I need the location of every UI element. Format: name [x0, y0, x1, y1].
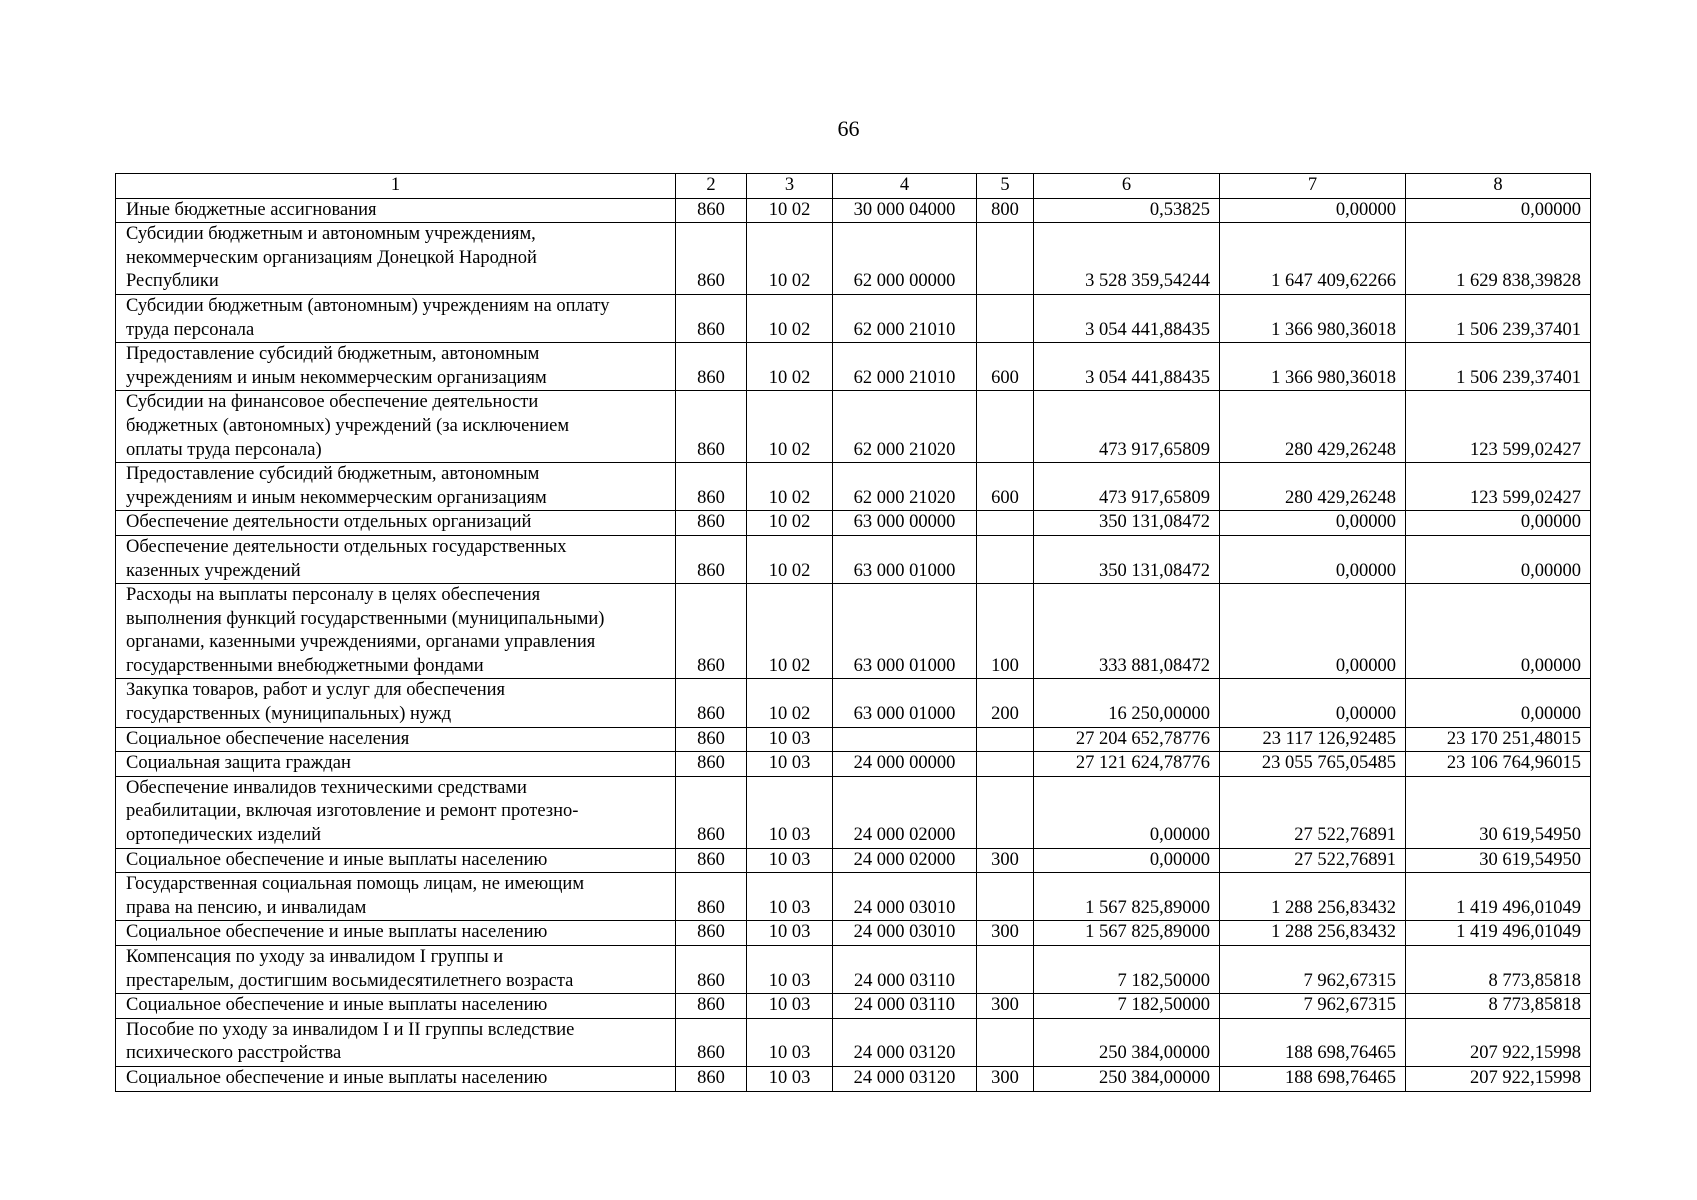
amount-col6-cell: 473 917,65809 — [1034, 463, 1220, 511]
amount-col6-cell: 0,53825 — [1034, 198, 1220, 223]
expense-type-cell: 300 — [977, 1066, 1034, 1091]
amount-col6-cell: 473 917,65809 — [1034, 391, 1220, 463]
ved-code-cell: 860 — [676, 776, 747, 848]
row-name-cell: Обеспечение деятельности отдельных государственных казенных учреждений — [116, 535, 676, 583]
amount-col6-cell: 0,00000 — [1034, 776, 1220, 848]
amount-col7-cell: 23 117 126,92485 — [1220, 727, 1406, 752]
row-name-cell: Субсидии бюджетным и автономным учреждениям, некоммерческим организациям Донецкой Народной Республики — [116, 223, 676, 295]
expense-type-cell: 300 — [977, 994, 1034, 1019]
amount-col6-cell: 3 054 441,88435 — [1034, 294, 1220, 342]
amount-col8-cell: 0,00000 — [1406, 584, 1591, 679]
page-number: 66 — [837, 116, 860, 141]
ved-code-cell: 860 — [676, 921, 747, 946]
target-article-cell: 24 000 03010 — [833, 921, 977, 946]
table-row — [116, 1018, 1591, 1066]
table-row — [116, 535, 1591, 583]
ved-code-cell: 860 — [676, 535, 747, 583]
amount-col7-cell: 1 366 980,36018 — [1220, 294, 1406, 342]
column-number: 1 — [116, 174, 676, 199]
table-row — [116, 946, 1591, 994]
ved-code-cell: 860 — [676, 198, 747, 223]
target-article-cell: 62 000 21010 — [833, 343, 977, 391]
amount-col8-cell: 8 773,85818 — [1406, 946, 1591, 994]
target-article-cell: 24 000 03110 — [833, 994, 977, 1019]
expense-type-cell — [977, 873, 1034, 921]
amount-col7-cell: 188 698,76465 — [1220, 1018, 1406, 1066]
table-row — [116, 511, 1591, 536]
amount-col8-cell: 0,00000 — [1406, 198, 1591, 223]
amount-col8-cell: 0,00000 — [1406, 679, 1591, 727]
ved-code-cell: 860 — [676, 727, 747, 752]
table-row — [116, 463, 1591, 511]
amount-col6-cell: 333 881,08472 — [1034, 584, 1220, 679]
target-article-cell: 63 000 01000 — [833, 535, 977, 583]
amount-col8-cell: 207 922,15998 — [1406, 1018, 1591, 1066]
amount-col7-cell: 1 647 409,62266 — [1220, 223, 1406, 295]
table-row — [116, 584, 1591, 679]
row-name-cell: Субсидии на финансовое обеспечение деятельности бюджетных (автономных) учреждений (за исключением оплаты труда персонала) — [116, 391, 676, 463]
amount-col7-cell: 0,00000 — [1220, 535, 1406, 583]
target-article-cell: 24 000 02000 — [833, 776, 977, 848]
target-article-cell — [833, 727, 977, 752]
table-row — [116, 752, 1591, 777]
expense-type-cell — [977, 1018, 1034, 1066]
column-number: 2 — [676, 174, 747, 199]
amount-col7-cell: 0,00000 — [1220, 198, 1406, 223]
section-code-cell: 10 02 — [747, 463, 833, 511]
amount-col7-cell: 1 288 256,83432 — [1220, 873, 1406, 921]
amount-col6-cell: 7 182,50000 — [1034, 946, 1220, 994]
amount-col6-cell: 250 384,00000 — [1034, 1018, 1220, 1066]
row-name-cell: Социальная защита граждан — [116, 752, 676, 777]
amount-col7-cell: 0,00000 — [1220, 511, 1406, 536]
target-article-cell: 62 000 21020 — [833, 391, 977, 463]
section-code-cell: 10 02 — [747, 535, 833, 583]
amount-col8-cell: 1 419 496,01049 — [1406, 921, 1591, 946]
section-code-cell: 10 03 — [747, 946, 833, 994]
section-code-cell: 10 03 — [747, 1018, 833, 1066]
ved-code-cell: 860 — [676, 294, 747, 342]
ved-code-cell: 860 — [676, 391, 747, 463]
target-article-cell: 24 000 03120 — [833, 1066, 977, 1091]
amount-col7-cell: 280 429,26248 — [1220, 463, 1406, 511]
amount-col6-cell: 350 131,08472 — [1034, 511, 1220, 536]
section-code-cell: 10 02 — [747, 343, 833, 391]
row-name-cell: Социальное обеспечение и иные выплаты населению — [116, 921, 676, 946]
target-article-cell: 24 000 02000 — [833, 848, 977, 873]
amount-col8-cell: 1 506 239,37401 — [1406, 294, 1591, 342]
section-code-cell: 10 02 — [747, 511, 833, 536]
section-code-cell: 10 02 — [747, 391, 833, 463]
amount-col8-cell: 30 619,54950 — [1406, 776, 1591, 848]
section-code-cell: 10 02 — [747, 294, 833, 342]
target-article-cell: 62 000 00000 — [833, 223, 977, 295]
amount-col6-cell: 27 121 624,78776 — [1034, 752, 1220, 777]
row-name-cell: Субсидии бюджетным (автономным) учреждениям на оплату труда персонала — [116, 294, 676, 342]
amount-col8-cell: 1 419 496,01049 — [1406, 873, 1591, 921]
row-name-cell: Компенсация по уходу за инвалидом I группы и престарелым, достигшим восьмидесятилетнего возраста — [116, 946, 676, 994]
amount-col7-cell: 0,00000 — [1220, 679, 1406, 727]
amount-col7-cell: 7 962,67315 — [1220, 994, 1406, 1019]
row-name-cell: Пособие по уходу за инвалидом I и II группы вследствие психического расстройства — [116, 1018, 676, 1066]
expense-type-cell — [977, 752, 1034, 777]
amount-col8-cell: 23 106 764,96015 — [1406, 752, 1591, 777]
column-number: 7 — [1220, 174, 1406, 199]
amount-col6-cell: 3 528 359,54244 — [1034, 223, 1220, 295]
table-row — [116, 223, 1591, 295]
table-row — [116, 727, 1591, 752]
amount-col6-cell: 3 054 441,88435 — [1034, 343, 1220, 391]
column-number: 4 — [833, 174, 977, 199]
column-number-row — [116, 174, 1591, 199]
expense-type-cell — [977, 391, 1034, 463]
amount-col7-cell: 1 288 256,83432 — [1220, 921, 1406, 946]
target-article-cell: 24 000 00000 — [833, 752, 977, 777]
amount-col7-cell: 280 429,26248 — [1220, 391, 1406, 463]
expense-type-cell — [977, 223, 1034, 295]
amount-col8-cell: 0,00000 — [1406, 511, 1591, 536]
expense-type-cell: 300 — [977, 848, 1034, 873]
table-row — [116, 391, 1591, 463]
table-row — [116, 1066, 1591, 1091]
table-row — [116, 679, 1591, 727]
amount-col8-cell: 30 619,54950 — [1406, 848, 1591, 873]
target-article-cell: 63 000 01000 — [833, 679, 977, 727]
row-name-cell: Обеспечение инвалидов техническими средствами реабилитации, включая изготовление и ремонт протезно- ортопедических изделий — [116, 776, 676, 848]
table-row — [116, 294, 1591, 342]
expense-type-cell: 800 — [977, 198, 1034, 223]
expense-type-cell — [977, 535, 1034, 583]
amount-col8-cell: 1 629 838,39828 — [1406, 223, 1591, 295]
section-code-cell: 10 03 — [747, 994, 833, 1019]
row-name-cell: Государственная социальная помощь лицам, не имеющим права на пенсию, и инвалидам — [116, 873, 676, 921]
row-name-cell: Расходы на выплаты персоналу в целях обеспечения выполнения функций государственными (муниципальными) органами, казенными учреждениями, органами управления государственными внебюджетными фондами — [116, 584, 676, 679]
table-row — [116, 343, 1591, 391]
ved-code-cell: 860 — [676, 1066, 747, 1091]
section-code-cell: 10 03 — [747, 776, 833, 848]
ved-code-cell: 860 — [676, 223, 747, 295]
ved-code-cell: 860 — [676, 584, 747, 679]
target-article-cell: 24 000 03010 — [833, 873, 977, 921]
amount-col6-cell: 1 567 825,89000 — [1034, 873, 1220, 921]
row-name-cell: Предоставление субсидий бюджетным, автономным учреждениям и иным некоммерческим организациям — [116, 463, 676, 511]
table-row — [116, 198, 1591, 223]
row-name-cell: Социальное обеспечение и иные выплаты населению — [116, 1066, 676, 1091]
column-number: 6 — [1034, 174, 1220, 199]
amount-col6-cell: 250 384,00000 — [1034, 1066, 1220, 1091]
section-code-cell: 10 03 — [747, 752, 833, 777]
amount-col7-cell: 23 055 765,05485 — [1220, 752, 1406, 777]
column-number: 3 — [747, 174, 833, 199]
section-code-cell: 10 02 — [747, 584, 833, 679]
amount-col7-cell: 27 522,76891 — [1220, 848, 1406, 873]
ved-code-cell: 860 — [676, 679, 747, 727]
amount-col8-cell: 207 922,15998 — [1406, 1066, 1591, 1091]
row-name-cell: Закупка товаров, работ и услуг для обеспечения государственных (муниципальных) нужд — [116, 679, 676, 727]
ved-code-cell: 860 — [676, 994, 747, 1019]
expense-type-cell: 300 — [977, 921, 1034, 946]
amount-col7-cell: 188 698,76465 — [1220, 1066, 1406, 1091]
target-article-cell: 24 000 03120 — [833, 1018, 977, 1066]
amount-col8-cell: 123 599,02427 — [1406, 391, 1591, 463]
section-code-cell: 10 02 — [747, 198, 833, 223]
target-article-cell: 24 000 03110 — [833, 946, 977, 994]
budget-table — [115, 173, 1591, 1092]
target-article-cell: 63 000 01000 — [833, 584, 977, 679]
ved-code-cell: 860 — [676, 343, 747, 391]
amount-col8-cell: 1 506 239,37401 — [1406, 343, 1591, 391]
amount-col6-cell: 350 131,08472 — [1034, 535, 1220, 583]
amount-col6-cell: 7 182,50000 — [1034, 994, 1220, 1019]
section-code-cell: 10 03 — [747, 848, 833, 873]
target-article-cell: 63 000 00000 — [833, 511, 977, 536]
ved-code-cell: 860 — [676, 511, 747, 536]
table-row — [116, 921, 1591, 946]
expense-type-cell: 600 — [977, 463, 1034, 511]
table-body — [116, 174, 1591, 1092]
row-name-cell: Предоставление субсидий бюджетным, автономным учреждениям и иным некоммерческим организациям — [116, 343, 676, 391]
target-article-cell: 62 000 21020 — [833, 463, 977, 511]
row-name-cell: Иные бюджетные ассигнования — [116, 198, 676, 223]
target-article-cell: 62 000 21010 — [833, 294, 977, 342]
ved-code-cell: 860 — [676, 848, 747, 873]
table-row — [116, 873, 1591, 921]
ved-code-cell: 860 — [676, 752, 747, 777]
section-code-cell: 10 02 — [747, 679, 833, 727]
expense-type-cell — [977, 294, 1034, 342]
amount-col7-cell: 1 366 980,36018 — [1220, 343, 1406, 391]
ved-code-cell: 860 — [676, 946, 747, 994]
amount-col6-cell: 16 250,00000 — [1034, 679, 1220, 727]
expense-type-cell — [977, 776, 1034, 848]
amount-col8-cell: 0,00000 — [1406, 535, 1591, 583]
row-name-cell: Социальное обеспечение и иные выплаты населению — [116, 848, 676, 873]
amount-col7-cell: 7 962,67315 — [1220, 946, 1406, 994]
target-article-cell: 30 000 04000 — [833, 198, 977, 223]
amount-col8-cell: 23 170 251,48015 — [1406, 727, 1591, 752]
ved-code-cell: 860 — [676, 873, 747, 921]
expense-type-cell: 200 — [977, 679, 1034, 727]
table-row — [116, 776, 1591, 848]
expense-type-cell — [977, 727, 1034, 752]
section-code-cell: 10 03 — [747, 873, 833, 921]
amount-col6-cell: 0,00000 — [1034, 848, 1220, 873]
ved-code-cell: 860 — [676, 1018, 747, 1066]
table-row — [116, 848, 1591, 873]
section-code-cell: 10 03 — [747, 921, 833, 946]
amount-col8-cell: 8 773,85818 — [1406, 994, 1591, 1019]
row-name-cell: Социальное обеспечение населения — [116, 727, 676, 752]
section-code-cell: 10 03 — [747, 1066, 833, 1091]
amount-col7-cell: 0,00000 — [1220, 584, 1406, 679]
expense-type-cell: 100 — [977, 584, 1034, 679]
amount-col6-cell: 1 567 825,89000 — [1034, 921, 1220, 946]
table-row — [116, 994, 1591, 1019]
section-code-cell: 10 02 — [747, 223, 833, 295]
column-number: 8 — [1406, 174, 1591, 199]
expense-type-cell — [977, 511, 1034, 536]
ved-code-cell: 860 — [676, 463, 747, 511]
column-number: 5 — [977, 174, 1034, 199]
row-name-cell: Обеспечение деятельности отдельных организаций — [116, 511, 676, 536]
section-code-cell: 10 03 — [747, 727, 833, 752]
expense-type-cell — [977, 946, 1034, 994]
row-name-cell: Социальное обеспечение и иные выплаты населению — [116, 994, 676, 1019]
amount-col7-cell: 27 522,76891 — [1220, 776, 1406, 848]
amount-col8-cell: 123 599,02427 — [1406, 463, 1591, 511]
amount-col6-cell: 27 204 652,78776 — [1034, 727, 1220, 752]
expense-type-cell: 600 — [977, 343, 1034, 391]
